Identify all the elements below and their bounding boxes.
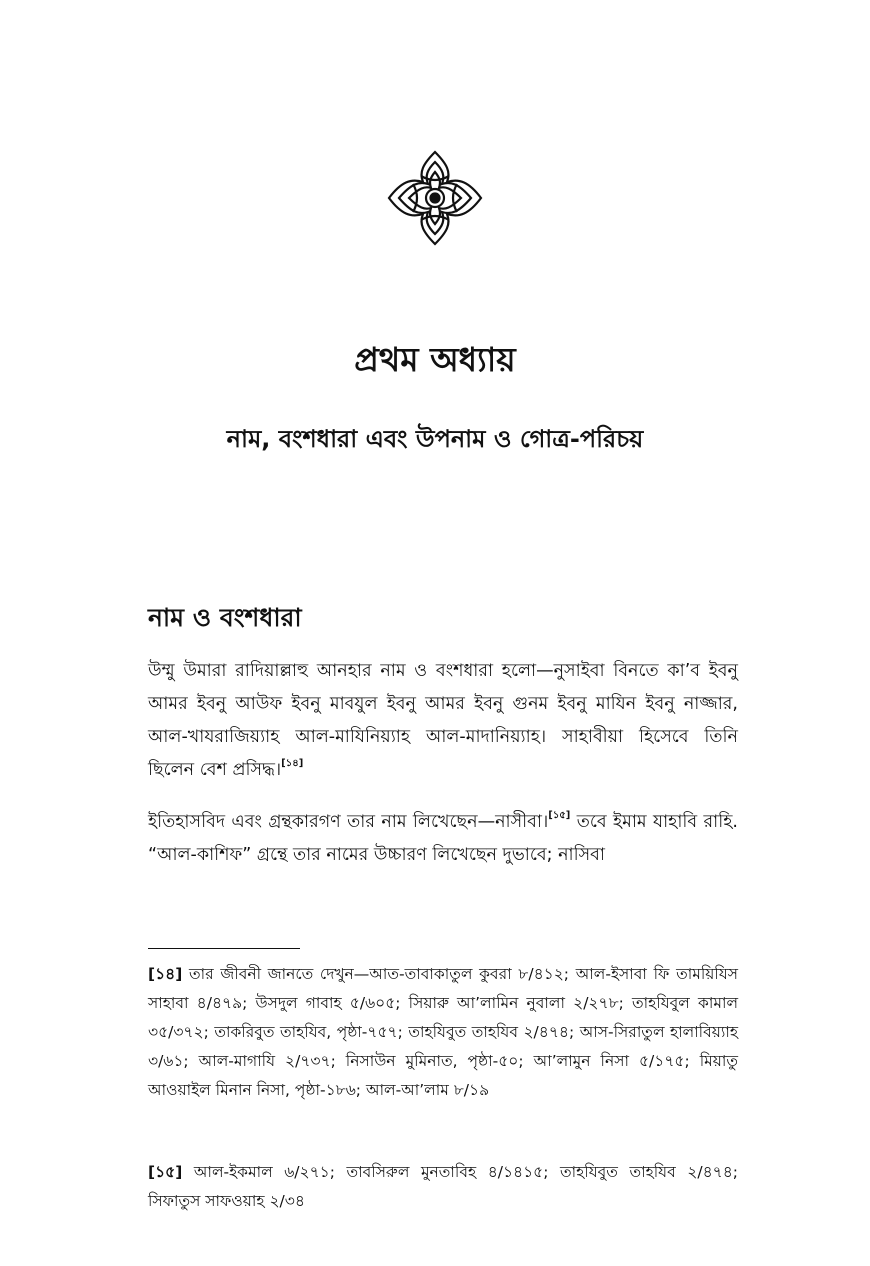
lotus-ornament-icon <box>385 148 485 248</box>
paragraph-text: ইতিহাসবিদ এবং গ্রন্থকারগণ তার নাম লিখেছেন—নাসীবা। <box>148 812 549 832</box>
body-paragraph-2 <box>148 806 738 872</box>
footnote-marker: [১৪] <box>148 965 183 983</box>
footnote-reference: [১৪] <box>281 758 304 769</box>
body-paragraph-1 <box>148 655 738 787</box>
footnote-reference: [১৫] <box>548 810 571 821</box>
footnote-marker: [১৫] <box>148 1163 183 1181</box>
footnote-15 <box>148 1158 738 1216</box>
chapter-subtitle: নাম, বংশধারা এবং উপনাম ও গোত্র-পরিচয় <box>226 425 644 453</box>
footnote-text: আল-ইকমাল ৬/২৭১; তাবসিরুল মুনতাবিহ ৪/১৪১৫; তাহযিবুত তাহযিব ২/৪৭৪; সিফাতুস সাফওয়াহ ২/৩৪ <box>148 1163 738 1210</box>
paragraph-text: উম্মু উমারা রাদিয়াল্লাহু আনহার নাম ও বংশধারা হলো—নুসাইবা বিনতে কা’ব ইবনু আমর ইবনু আউফ ইবনু মাবযুল ইবনু আমর ইবনু গুনম ইবনু মাযিন ইবনু নাজ্জার, আল-খাযরাজিয়্যাহ আল-মাযিনিয়্যাহ আল-মাদানিয়্যাহ। সাহাবীয়া হিসেবে তিনি ছিলেন বেশ প্রসিদ্ধ। <box>148 661 738 780</box>
paragraph-text: তবে ইমাম যাহাবি রাহি. “আল-কাশিফ” গ্রন্থে তার নামের উচ্চারণ লিখেছেন দুভাবে; নাসিবা <box>148 812 738 865</box>
section-heading: নাম ও বংশধারা <box>148 603 302 632</box>
chapter-title: প্রথম অধ্যায় <box>354 340 516 379</box>
footnote-text: তার জীবনী জানতে দেখুন—আত-তাবাকাতুল কুবরা ৮/৪১২; আল-ইসাবা ফি তাময়িযিস সাহাবা ৪/৪৭৯; উসদুল গাবাহ ৫/৬০৫; সিয়ারু আ’লামিন নুবালা ২/২৭৮; তাহযিবুল কামাল ৩৫/৩৭২; তাকরিবুত তাহযিব, পৃষ্ঠা-৭৫৭; তাহযিবুত তাহযিব ২/৪৭৪; আস-সিরাতুল হালাবিয়্যাহ ৩/৬১; আল-মাগাযি ২/৭৩৭; নিসাউন মুমিনাত, পৃষ্ঠা-৫০; আ’লামুন নিসা ৫/১৭৫; মিয়াতু আওয়াইল মিনান নিসা, পৃষ্ঠা-১৮৬; আল-আ’লাম ৮/১৯ <box>148 965 738 1099</box>
footnote-divider <box>148 948 300 949</box>
footnote-14 <box>148 960 738 1105</box>
